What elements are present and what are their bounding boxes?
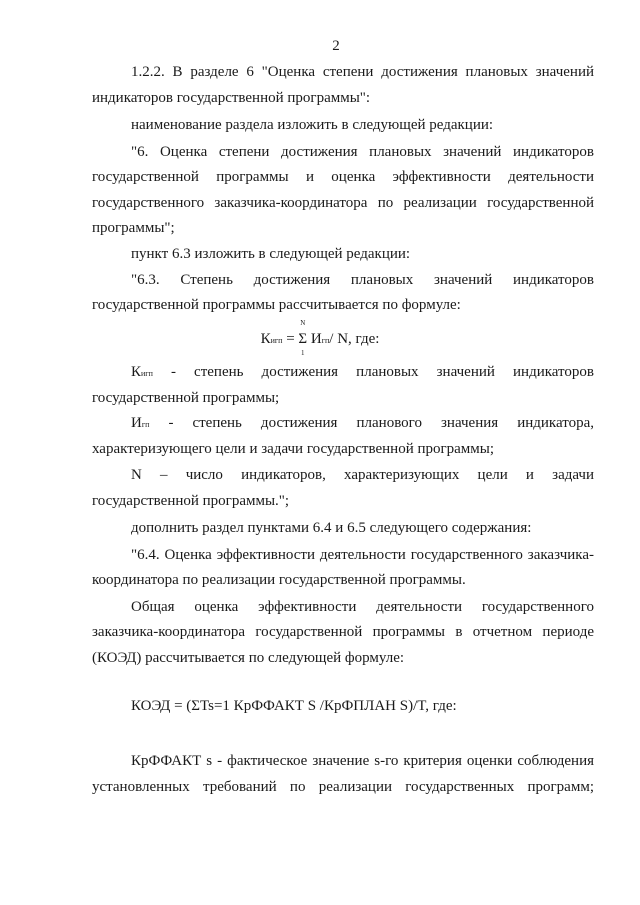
- definition-k-symbol: К: [131, 364, 142, 380]
- definition-k-line2: государственной программы;: [92, 390, 280, 406]
- text-line: (КОЭД) рассчитывается по следующей формуле:: [92, 650, 405, 666]
- formula-equals: =: [282, 331, 299, 347]
- text-line: наименование раздела изложить в следующей редакции:: [131, 117, 494, 133]
- text-line: КрФФАКТ s - фактическое значение s-го критерия оценки соблюдения: [131, 753, 594, 769]
- sigma-upper-limit: N: [300, 319, 306, 327]
- formula-koed: КОЭД = (ΣTs=1 КрФФАКТ S /КрФПЛАН S)/T, где:: [131, 698, 457, 714]
- formula-k: К: [260, 331, 271, 347]
- definition-k-line1: [131, 363, 594, 383]
- text-line: государственной программы и оценка эффективности деятельности: [92, 169, 594, 185]
- sigma-lower-limit: 1: [301, 349, 305, 357]
- sigma-glyph: Σ: [298, 331, 308, 347]
- formula-i-subscript: гп: [321, 336, 330, 345]
- text-line: "6.4. Оценка эффективности деятельности государственного заказчика-: [131, 547, 594, 563]
- formula-rest: / N, где:: [329, 331, 380, 347]
- definition-i-line2: характеризующего цели и задачи государственной программы;: [92, 441, 495, 457]
- text-line: пункт 6.3 изложить в следующей редакции:: [131, 246, 411, 262]
- formula-i: И: [307, 331, 322, 347]
- formula-k-subscript: игп: [270, 336, 283, 345]
- definition-k-subscript: игп: [141, 369, 153, 378]
- definition-i-symbol: И: [131, 415, 142, 431]
- formula-kigp: [0, 319, 640, 357]
- text-line: программы";: [92, 220, 175, 236]
- text-line: "6.3. Степень достижения плановых значений индикаторов: [131, 272, 594, 288]
- text-line: установленных требований по реализации государственных программ;: [92, 779, 594, 795]
- page-number: 2: [332, 38, 340, 54]
- text-line: государственного заказчика-координатора по реализации государственной: [92, 195, 594, 211]
- text-line: заказчика-координатора государственной программы в отчетном периоде: [92, 624, 594, 640]
- text-line: дополнить раздел пунктами 6.4 и 6.5 следующего содержания:: [131, 520, 532, 536]
- definition-i-subscript: гп: [141, 420, 150, 429]
- text-line: координатора по реализации государственной программы.: [92, 572, 466, 588]
- definition-i-line1: [131, 414, 594, 434]
- definition-k-text: - степень достижения плановых значений индикаторов: [152, 364, 594, 380]
- definition-n-line2: государственной программы.";: [92, 493, 290, 509]
- text-line: индикаторов государственной программы":: [92, 90, 371, 106]
- text-line: "6. Оценка степени достижения плановых значений индикаторов: [131, 144, 594, 160]
- text-line: государственной программы рассчитывается по формуле:: [92, 297, 461, 313]
- sigma-symbol: [298, 319, 308, 357]
- definition-i-text: - степень достижения планового значения индикатора,: [149, 415, 594, 431]
- text-line: Общая оценка эффективности деятельности государственного: [131, 599, 594, 615]
- definition-n-line1: N – число индикаторов, характеризующих цели и задачи: [131, 467, 594, 483]
- text-line: 1.2.2. В разделе 6 "Оценка степени достижения плановых значений: [131, 64, 594, 80]
